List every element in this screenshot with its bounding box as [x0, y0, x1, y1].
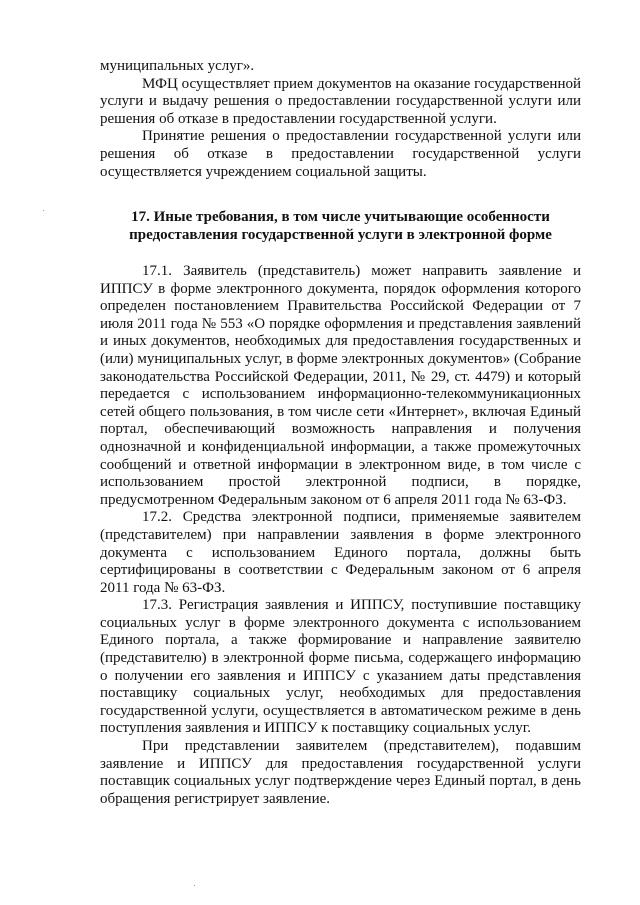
- main-text-block: [100, 263, 581, 808]
- scan-speck: [194, 885, 195, 886]
- scan-speck: [43, 210, 44, 211]
- paragraph-17-1: 17.1. Заявитель (представитель) может направить заявление и ИППСУ в форме электронного документа, порядок оформления которого определен постановлением Правительства Российской Федерации от 7 июля 2011 года № 553 «О порядке оформления и представления заявлений и иных документов, необходимых для предоставления государственных и (или) муниципальных услуг, в форме электронных документов» (Собрание законодательства Российской Федерации, 2011, № 29, ст. 4479) и который передается с использованием информационно-телекоммуникационных сетей общего пользования, в том числе сети «Интернет», включая Единый портал, обеспечивающий возможность направления и получения однозначной и конфиденциальной информации, а также промежуточных сообщений и ответной информации в электронном виде, в том числе с использованием простой электронной подписи, в порядке, предусмотренном Федеральным законом от 6 апреля 2011 года № 63-ФЗ.: [100, 263, 581, 508]
- paragraph-mfc: МФЦ осуществляет прием документов на оказание государственной услуги и выдачу решения о предоставлении государственной услуги или решения об отказе в предоставлении государственной услуги.: [100, 75, 581, 127]
- top-text-block: [100, 58, 581, 181]
- section-heading: 17. Иные требования, в том числе учитывающие особенности предоставления государственной услуги в электронной форме: [129, 209, 552, 243]
- paragraph-17-2: 17.2. Средства электронной подписи, применяемые заявителем (представителем) при направлении заявления в форме электронного документа с использованием Единого портала, должны быть сертифицированы в соответствии с Федеральным законом от 6 апреля 2011 года № 63-ФЗ.: [100, 509, 581, 596]
- paragraph-continuation: муниципальных услуг».: [100, 58, 255, 74]
- paragraph-decision: Принятие решения о предоставлении государственной услуги или решения об отказе в предоставлении государственной услуги осуществляется учреждением социальной защиты.: [100, 128, 581, 180]
- paragraph-17-3: 17.3. Регистрация заявления и ИППСУ, поступившие поставщику социальных услуг в форме электронного документа с использованием Единого портала, а также формирование и направление заявителю (представителю) в электронной форме письма, содержащего информацию о получении его заявления и ИППСУ с указанием даты представления поставщику социальных услуг, необходимых для предоставления государственной услуги, осуществляется в автоматическом режиме в день поступления заявления и ИППСУ к поставщику социальных услуг.: [100, 597, 581, 737]
- paragraph-registration: При представлении заявителем (представителем), подавшим заявление и ИППСУ для предоставления государственной услуги поставщик социальных услуг подтверждение через Единый портал, в день обращения регистрирует заявление.: [100, 738, 581, 807]
